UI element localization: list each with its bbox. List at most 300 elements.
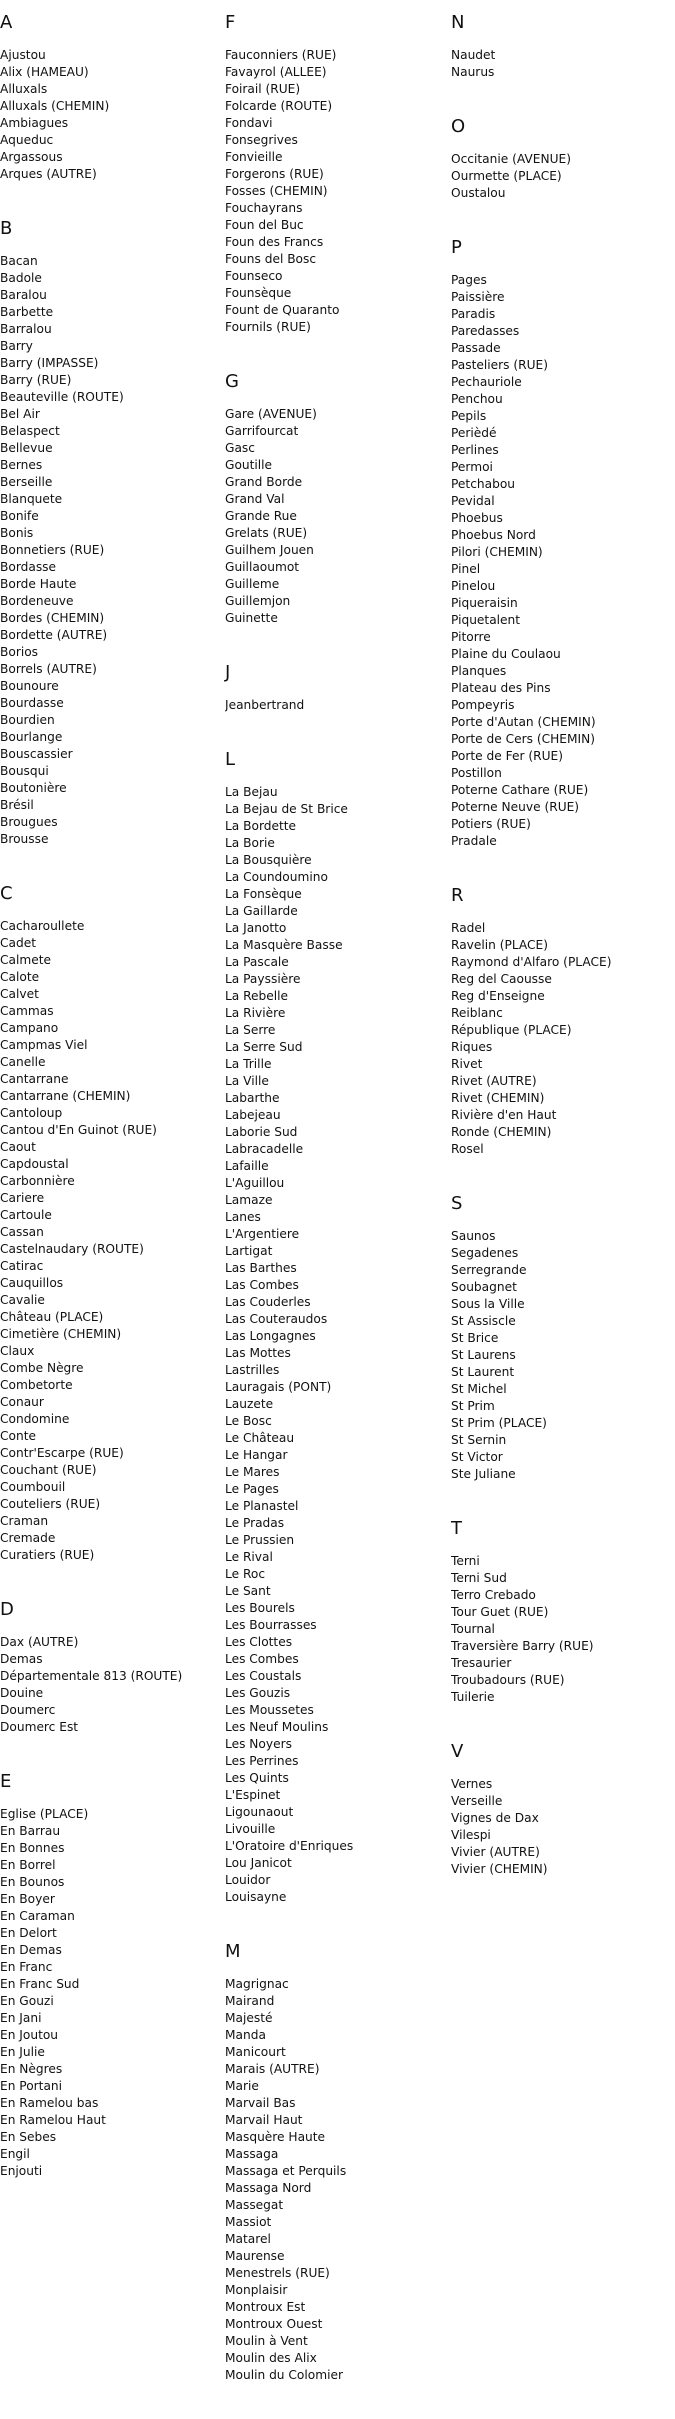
street-name: Les Noyers (225, 1737, 292, 1751)
letter-group (0, 883, 220, 1564)
street-name: La Borie (225, 836, 275, 850)
street-name: Jeanbertrand (225, 698, 305, 712)
street-name: Cauquillos (0, 1276, 64, 1290)
street-name: Las Couteraudos (225, 1312, 328, 1326)
street-name: St Prim (PLACE) (451, 1416, 547, 1430)
street-name: Le Sant (225, 1584, 271, 1598)
street-name: Les Gouzis (225, 1686, 291, 1700)
street-name: Plaine du Coulaou (451, 647, 561, 661)
street-name: L'Espinet (225, 1788, 281, 1802)
street-name: Bonife (0, 509, 39, 523)
letter-group (225, 749, 445, 1906)
street-name: Château (PLACE) (0, 1310, 104, 1324)
street-name: Pages (451, 273, 487, 287)
street-name: Radel (451, 921, 486, 935)
street-name: Borrels (AUTRE) (0, 662, 97, 676)
street-name: Grand Borde (225, 475, 303, 489)
street-name: Piquetalent (451, 613, 521, 627)
street-name: Couchant (RUE) (0, 1463, 97, 1477)
street-name: Livouille (225, 1822, 276, 1836)
street-name: Cantarrane (CHEMIN) (0, 1089, 131, 1103)
street-name: Cantarrane (0, 1072, 69, 1086)
street-name: Bounoure (0, 679, 59, 693)
street-name: Terni Sud (451, 1571, 507, 1585)
letter-group (451, 237, 671, 850)
street-name: Tresaurier (451, 1656, 512, 1670)
street-name: St Laurent (451, 1365, 515, 1379)
street-list (0, 47, 220, 183)
street-name: Alluxals (0, 82, 48, 96)
street-name: Cadet (0, 936, 36, 950)
street-name: Vivier (AUTRE) (451, 1845, 540, 1859)
street-name: Traversière Barry (RUE) (451, 1639, 594, 1653)
street-name: Naudet (451, 48, 496, 62)
street-name: En Bounos (0, 1875, 65, 1889)
street-name: Bourdasse (0, 696, 64, 710)
street-name: Les Bourels (225, 1601, 295, 1615)
street-name: Lauzete (225, 1397, 274, 1411)
street-name: Saunos (451, 1229, 496, 1243)
street-name: Le Hangar (225, 1448, 288, 1462)
street-list (225, 1976, 445, 2384)
street-name: Douine (0, 1686, 44, 1700)
letter-group (0, 1599, 220, 1736)
street-name: Massaga Nord (225, 2181, 312, 2195)
street-name: Brousse (0, 832, 49, 846)
street-name: Pompeyris (451, 698, 515, 712)
street-name: En Bonnes (0, 1841, 65, 1855)
street-name: Les Clottes (225, 1635, 293, 1649)
street-list (0, 1634, 220, 1736)
street-name: Pilori (CHEMIN) (451, 545, 543, 559)
street-name: Paredasses (451, 324, 520, 338)
street-name: La Payssière (225, 972, 301, 986)
street-name: Magrignac (225, 1977, 289, 1991)
street-name: Ambiagues (0, 116, 69, 130)
street-name: Perlines (451, 443, 499, 457)
letter-group (225, 371, 445, 627)
street-name: Borios (0, 645, 39, 659)
letter-group (451, 1193, 671, 1483)
street-name: Founsèque (225, 286, 292, 300)
street-name: Brougues (0, 815, 58, 829)
street-name: Caout (0, 1140, 36, 1154)
street-name: Campano (0, 1021, 59, 1035)
street-name: La Gaillarde (225, 904, 298, 918)
street-name: Pradale (451, 834, 497, 848)
street-name: Phoebus (451, 511, 503, 525)
street-name: Doumerc (0, 1703, 56, 1717)
street-name: Oustalou (451, 186, 506, 200)
street-name: Dax (AUTRE) (0, 1635, 79, 1649)
street-name: L'Aguillou (225, 1176, 285, 1190)
street-name: Foun des Francs (225, 235, 324, 249)
street-name: La Rebelle (225, 989, 289, 1003)
street-name: Riques (451, 1040, 493, 1054)
street-name: Le Bosc (225, 1414, 272, 1428)
street-name: Bousqui (0, 764, 49, 778)
street-name: Fouchayrans (225, 201, 303, 215)
street-name: En Gouzi (0, 1994, 54, 2008)
street-name: La Coundoumino (225, 870, 328, 884)
street-name: En Boyer (0, 1892, 55, 1906)
letter-heading: V (451, 1741, 464, 1762)
street-list (225, 697, 445, 714)
street-name: Alluxals (CHEMIN) (0, 99, 110, 113)
street-name: Guinette (225, 611, 278, 625)
street-name: Marvail Haut (225, 2113, 303, 2127)
street-name: Ourmette (PLACE) (451, 169, 562, 183)
street-name: Manicourt (225, 2045, 286, 2059)
street-name: Eglise (PLACE) (0, 1807, 89, 1821)
street-name: Le Mares (225, 1465, 280, 1479)
street-name: Pechauriole (451, 375, 522, 389)
street-name: Marais (AUTRE) (225, 2062, 320, 2076)
street-name: Capdoustal (0, 1157, 69, 1171)
street-name: St Brice (451, 1331, 499, 1345)
street-name: En Caraman (0, 1909, 75, 1923)
street-name: Naurus (451, 65, 495, 79)
street-name: Les Combes (225, 1652, 299, 1666)
street-name: Gasc (225, 441, 255, 455)
letter-heading: C (0, 883, 13, 904)
street-name: Badole (0, 271, 42, 285)
street-name: Combe Nègre (0, 1361, 84, 1375)
street-name: Le Prussien (225, 1533, 295, 1547)
street-name: La Bordette (225, 819, 297, 833)
street-name: Le Pradas (225, 1516, 285, 1530)
street-name: Rivet (CHEMIN) (451, 1091, 545, 1105)
letter-group (451, 1518, 671, 1706)
street-name: La Serre Sud (225, 1040, 303, 1054)
street-name: Penchou (451, 392, 503, 406)
street-name: En Barrau (0, 1824, 61, 1838)
street-name: Founseco (225, 269, 283, 283)
street-name: Grand Val (225, 492, 285, 506)
street-name: Tour Guet (RUE) (451, 1605, 549, 1619)
street-name: Baralou (0, 288, 47, 302)
street-list (451, 1553, 671, 1706)
letter-group (0, 1771, 220, 2180)
street-name: Phoebus Nord (451, 528, 536, 542)
street-name: Cavalie (0, 1293, 45, 1307)
street-name: Cartoule (0, 1208, 52, 1222)
street-name: République (PLACE) (451, 1023, 572, 1037)
street-name: Bonis (0, 526, 34, 540)
street-name: Le Rival (225, 1550, 273, 1564)
letter-heading: B (0, 218, 13, 239)
column-2 (225, 12, 445, 2419)
street-name: Blanquete (0, 492, 63, 506)
street-name: Aqueduc (0, 133, 54, 147)
street-name: Moulin à Vent (225, 2334, 308, 2348)
street-name: En Julie (0, 2045, 45, 2059)
street-name: Guillaoumot (225, 560, 300, 574)
street-name: Catirac (0, 1259, 44, 1273)
street-name: Pepils (451, 409, 487, 423)
street-name: Cassan (0, 1225, 44, 1239)
street-name: La Fonsèque (225, 887, 302, 901)
letter-heading: T (451, 1518, 462, 1539)
street-name: Foun del Buc (225, 218, 304, 232)
street-name: Calote (0, 970, 40, 984)
street-name: Manda (225, 2028, 266, 2042)
street-name: Couteliers (RUE) (0, 1497, 101, 1511)
street-name: Menestrels (RUE) (225, 2266, 330, 2280)
letter-group (451, 885, 671, 1158)
street-name: Massaga et Perquils (225, 2164, 347, 2178)
street-name: Massaga (225, 2147, 279, 2161)
street-name: St Assiscle (451, 1314, 516, 1328)
street-name: En Ramelou Haut (0, 2113, 106, 2127)
street-name: Las Longagnes (225, 1329, 316, 1343)
street-name: Fournils (RUE) (225, 320, 311, 334)
street-name: Passade (451, 341, 501, 355)
street-name: Bel Air (0, 407, 40, 421)
street-name: Poterne Neuve (RUE) (451, 800, 580, 814)
street-name: Planques (451, 664, 507, 678)
street-name: En Demas (0, 1943, 62, 1957)
letter-heading: R (451, 885, 464, 906)
street-name: Calvet (0, 987, 39, 1001)
street-name: En Franc Sud (0, 1977, 80, 1991)
street-name: Barry (0, 339, 33, 353)
street-name: Les Quints (225, 1771, 289, 1785)
street-name: Laborie Sud (225, 1125, 298, 1139)
street-list (451, 1776, 671, 1878)
street-name: Coumbouil (0, 1480, 66, 1494)
street-name: Fount de Quaranto (225, 303, 340, 317)
street-name: Campmas Viel (0, 1038, 88, 1052)
street-list (451, 920, 671, 1158)
letter-group (225, 1941, 445, 2384)
street-name: Combetorte (0, 1378, 73, 1392)
street-name: Goutille (225, 458, 273, 472)
street-name: Doumerc Est (0, 1720, 79, 1734)
street-name: Grande Rue (225, 509, 297, 523)
street-name: Marie (225, 2079, 259, 2093)
street-list (451, 47, 671, 81)
street-name: Tuilerie (451, 1690, 495, 1704)
street-name: La Bejau (225, 785, 278, 799)
street-name: Bordeneuve (0, 594, 74, 608)
column-3 (451, 12, 671, 1913)
street-list (225, 784, 445, 1906)
street-name: Louisayne (225, 1890, 287, 1904)
street-name: Moulin du Colomier (225, 2368, 343, 2382)
street-name: Bourdien (0, 713, 55, 727)
street-name: Segadenes (451, 1246, 519, 1260)
letter-group (0, 218, 220, 848)
street-name: Las Couderles (225, 1295, 311, 1309)
street-list (225, 47, 445, 336)
letter-heading: N (451, 12, 465, 33)
street-name: Potiers (RUE) (451, 817, 531, 831)
street-name: La Serre (225, 1023, 276, 1037)
street-name: Lafaille (225, 1159, 269, 1173)
street-name: Paissière (451, 290, 505, 304)
street-name: Plateau des Pins (451, 681, 551, 695)
street-name: Berseille (0, 475, 53, 489)
street-name: Bacan (0, 254, 38, 268)
street-name: En Franc (0, 1960, 53, 1974)
letter-heading: L (225, 749, 236, 770)
street-name: Poterne Cathare (RUE) (451, 783, 589, 797)
street-name: Marvail Bas (225, 2096, 296, 2110)
street-name: La Pascale (225, 955, 289, 969)
street-name: Fonvieille (225, 150, 283, 164)
letter-heading: F (225, 12, 236, 33)
street-name: Massegat (225, 2198, 284, 2212)
street-name: Majesté (225, 2011, 273, 2025)
street-name: Foirail (RUE) (225, 82, 301, 96)
letter-heading: J (225, 662, 231, 683)
street-name: La Masquère Basse (225, 938, 343, 952)
street-name: Ajustou (0, 48, 46, 62)
street-name: Porte d'Autan (CHEMIN) (451, 715, 596, 729)
street-name: Las Barthes (225, 1261, 297, 1275)
street-name: Rosel (451, 1142, 484, 1156)
street-name: St Sernin (451, 1433, 507, 1447)
street-name: Cariere (0, 1191, 45, 1205)
street-name: Pinel (451, 562, 481, 576)
street-name: St Laurens (451, 1348, 516, 1362)
street-name: Fauconniers (RUE) (225, 48, 337, 62)
street-name: Beauteville (ROUTE) (0, 390, 124, 404)
street-name: Forgerons (RUE) (225, 167, 324, 181)
street-name: Fonsegrives (225, 133, 298, 147)
letter-group (451, 116, 671, 202)
street-name: Verseille (451, 1794, 503, 1808)
street-name: Lauragais (PONT) (225, 1380, 332, 1394)
street-name: En Nègres (0, 2062, 63, 2076)
street-name: Guilhem Jouen (225, 543, 314, 557)
street-name: Ravelin (PLACE) (451, 938, 549, 952)
street-name: Bordette (AUTRE) (0, 628, 108, 642)
street-name: Rivet (451, 1057, 483, 1071)
street-name: Pasteliers (RUE) (451, 358, 548, 372)
street-name: Ligounaout (225, 1805, 294, 1819)
street-name: Guilleme (225, 577, 280, 591)
street-name: Calmete (0, 953, 52, 967)
street-name: Boutonière (0, 781, 67, 795)
street-name: Cacharoullete (0, 919, 85, 933)
street-name: Les Bourrasses (225, 1618, 317, 1632)
street-name: Vignes de Dax (451, 1811, 539, 1825)
street-name: Ronde (CHEMIN) (451, 1125, 552, 1139)
letter-heading: G (225, 371, 239, 392)
street-name: Reg d'Enseigne (451, 989, 545, 1003)
street-list (451, 151, 671, 202)
street-name: Demas (0, 1652, 43, 1666)
street-name: Tournal (451, 1622, 495, 1636)
street-name: Labarthe (225, 1091, 280, 1105)
street-name: Pevidal (451, 494, 495, 508)
street-name: Bonnetiers (RUE) (0, 543, 105, 557)
street-name: Gare (AVENUE) (225, 407, 317, 421)
street-name: La Rivière (225, 1006, 286, 1020)
letter-group (451, 12, 671, 81)
street-name: Barralou (0, 322, 52, 336)
street-name: Lastrilles (225, 1363, 280, 1377)
street-name: En Jani (0, 2011, 42, 2025)
street-name: Porte de Cers (CHEMIN) (451, 732, 595, 746)
street-name: Montroux Ouest (225, 2317, 323, 2331)
street-name: Raymond d'Alfaro (PLACE) (451, 955, 612, 969)
street-name: Le Roc (225, 1567, 266, 1581)
street-name: Maurense (225, 2249, 285, 2263)
street-name: Brésil (0, 798, 34, 812)
street-name: Sous la Ville (451, 1297, 525, 1311)
street-name: Postillon (451, 766, 502, 780)
street-name: St Michel (451, 1382, 507, 1396)
street-name: Barry (RUE) (0, 373, 72, 387)
street-name: Cantoloup (0, 1106, 63, 1120)
street-name: Fondavi (225, 116, 273, 130)
street-name: Barry (IMPASSE) (0, 356, 99, 370)
street-name: Craman (0, 1514, 49, 1528)
street-list (451, 1228, 671, 1483)
street-name: Les Moussetes (225, 1703, 314, 1717)
street-name: Cremade (0, 1531, 56, 1545)
street-name: Bordasse (0, 560, 57, 574)
street-name: Paradis (451, 307, 496, 321)
street-name: Grelats (RUE) (225, 526, 308, 540)
street-list (225, 406, 445, 627)
street-name: Le Planastel (225, 1499, 299, 1513)
street-name: Conaur (0, 1395, 44, 1409)
street-name: Pinelou (451, 579, 496, 593)
street-name: Garrifourcat (225, 424, 299, 438)
street-name: Bernes (0, 458, 43, 472)
letter-heading: P (451, 237, 462, 258)
street-name: En Sebes (0, 2130, 57, 2144)
column-1 (0, 12, 220, 2215)
street-name: Bouscassier (0, 747, 73, 761)
street-name: Les Neuf Moulins (225, 1720, 329, 1734)
street-name: La Bejau de St Brice (225, 802, 348, 816)
street-name: En Borrel (0, 1858, 56, 1872)
street-name: Cantou d'En Guinot (RUE) (0, 1123, 157, 1137)
street-name: Montroux Est (225, 2300, 306, 2314)
street-name: Alix (HAMEAU) (0, 65, 89, 79)
street-name: Troubadours (RUE) (451, 1673, 565, 1687)
letter-group (225, 662, 445, 714)
street-name: Serregrande (451, 1263, 527, 1277)
street-name: Matarel (225, 2232, 271, 2246)
street-name: Lamaze (225, 1193, 273, 1207)
street-name: Engil (0, 2147, 30, 2161)
letter-heading: O (451, 116, 466, 137)
street-name: Rivet (AUTRE) (451, 1074, 537, 1088)
street-name: Vivier (CHEMIN) (451, 1862, 548, 1876)
street-name: Massiot (225, 2215, 272, 2229)
street-list (0, 253, 220, 848)
street-name: Las Combes (225, 1278, 299, 1292)
street-name: Borde Haute (0, 577, 77, 591)
street-name: Fosses (CHEMIN) (225, 184, 328, 198)
street-name: Porte de Fer (RUE) (451, 749, 563, 763)
street-name: L'Argentiere (225, 1227, 300, 1241)
street-name: Bordes (CHEMIN) (0, 611, 105, 625)
street-list (451, 272, 671, 850)
street-name: Carbonnière (0, 1174, 75, 1188)
letter-heading: A (0, 12, 13, 33)
street-name: Canelle (0, 1055, 46, 1069)
street-name: En Joutou (0, 2028, 59, 2042)
street-name: Soubagnet (451, 1280, 517, 1294)
street-name: Bourlange (0, 730, 63, 744)
